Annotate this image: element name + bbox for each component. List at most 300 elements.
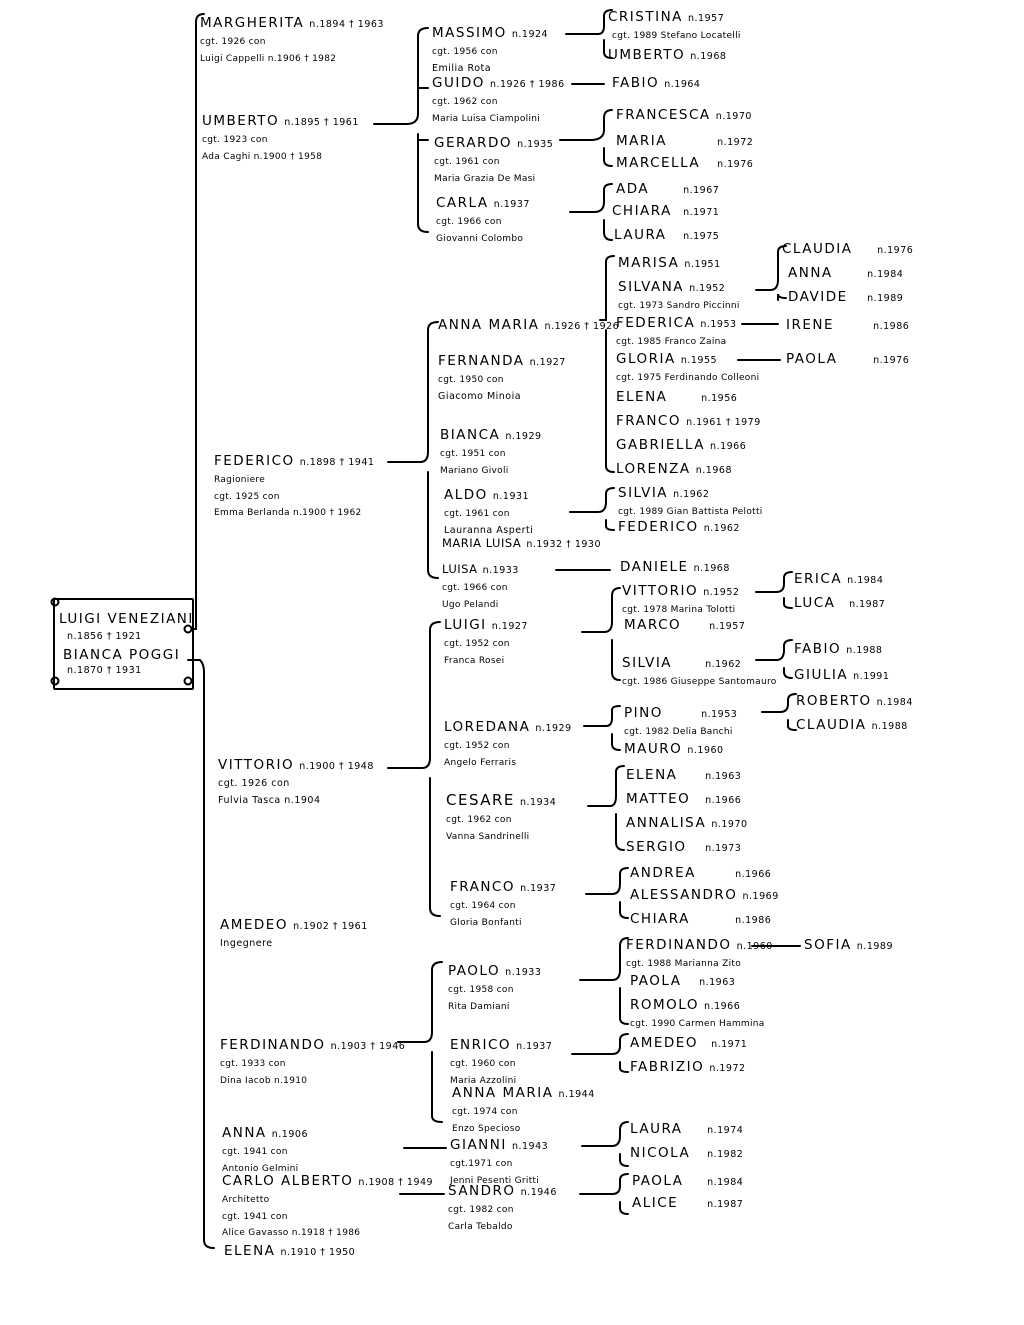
person-name: ELENA <box>224 1243 276 1259</box>
person-fernanda <box>438 352 566 402</box>
person-dates: n.1944 <box>558 1089 595 1100</box>
person-dates: n.1906 <box>271 1129 308 1140</box>
person-dates: n.1955 <box>680 355 718 366</box>
person-name: FRANCO <box>450 879 515 895</box>
person-name: ANNALISA <box>626 815 707 831</box>
person-name: ANDREA <box>630 865 696 881</box>
person-dates: n.1966 <box>710 441 747 452</box>
person-dates: n.1900 † 1948 <box>299 761 374 772</box>
person-name: MARCO <box>624 617 682 633</box>
person-cristina <box>608 8 741 42</box>
person-name: SILVIA <box>622 655 673 671</box>
person-dates: n.1966 <box>704 1001 741 1012</box>
person-spouse: Emilia Rota <box>432 62 492 74</box>
person-name: UMBERTO <box>202 113 280 129</box>
person-note: cgt. 1941 con <box>222 1146 288 1157</box>
person-dates: n.1987 <box>849 599 886 610</box>
person-dates: n.1957 <box>688 13 725 24</box>
person-margherita <box>200 14 384 64</box>
person-name: ADA <box>616 181 650 197</box>
person-pino <box>624 704 737 738</box>
person-note: cgt. 1933 con <box>220 1058 286 1069</box>
person-name: DANIELE <box>620 559 689 575</box>
person-maria-luisa <box>442 534 601 551</box>
person-name: NICOLA <box>630 1145 691 1161</box>
person-dates: n.1972 <box>717 137 754 148</box>
person-name: LOREDANA <box>444 719 531 735</box>
person-dates: n.1931 <box>492 491 530 502</box>
person-dates: n.1933 <box>505 967 542 978</box>
person-spouse: cgt. 1973 Sandro Piccinni <box>618 300 740 311</box>
person-spouse: Giovanni Colombo <box>436 233 524 244</box>
person-name: FEDERICO <box>618 519 699 535</box>
person-spouse: Vanna Sandrinelli <box>446 831 530 842</box>
person-anna-maria-1 <box>438 316 619 333</box>
person-claudia-2 <box>796 716 908 733</box>
person-note: cgt. 1961 con <box>444 508 510 519</box>
person-dates: n.1984 <box>707 1177 744 1188</box>
person-name: PAOLA <box>630 973 682 989</box>
person-dates: n.1957 <box>709 621 746 632</box>
person-spouse: Antonio Gelmini <box>222 1163 299 1174</box>
person-amedeo <box>220 916 368 950</box>
person-dates: n.1932 † 1930 <box>526 539 601 550</box>
person-vittorio <box>218 756 374 806</box>
person-note: cgt. 1966 con <box>442 582 508 593</box>
person-dates: n.1968 <box>690 51 727 62</box>
person-amedeo-3 <box>630 1034 747 1051</box>
person-umberto-3 <box>608 46 726 63</box>
person-anna-maria-2 <box>452 1084 595 1134</box>
person-note: cgt. 1958 con <box>448 984 514 995</box>
person-name: ANNA <box>788 265 833 281</box>
person-gianni <box>450 1136 548 1186</box>
person-federico-3 <box>618 518 740 535</box>
person-name: ERICA <box>794 571 843 587</box>
person-note: cgt. 1982 con <box>448 1204 514 1215</box>
person-alessandro <box>630 886 779 903</box>
person-name: FEDERICO <box>214 453 295 469</box>
person-name: SILVIA <box>618 485 669 501</box>
person-name: AMEDEO <box>220 917 288 933</box>
person-davide <box>788 288 903 305</box>
person-enrico <box>450 1036 552 1086</box>
person-name: FRANCESCA <box>616 107 711 123</box>
person-dates: n.1895 † 1961 <box>284 117 359 128</box>
person-dates: n.1975 <box>683 231 720 242</box>
person-name: SANDRO <box>448 1183 516 1199</box>
root-name-luigi: LUIGI VENEZIANI <box>59 611 194 627</box>
person-note: cgt. 1966 con <box>436 216 502 227</box>
root-dates-luigi: n.1856 † 1921 <box>67 631 142 642</box>
person-name: SOFIA <box>804 937 852 953</box>
person-aldo <box>444 486 533 536</box>
person-dates: n.1986 <box>735 915 772 926</box>
person-silvana <box>618 278 740 312</box>
person-loredana <box>444 718 572 768</box>
person-name: ROMOLO <box>630 997 699 1013</box>
person-name: MAURO <box>624 741 683 757</box>
person-name: LUISA <box>442 562 478 576</box>
person-maria <box>616 132 753 149</box>
person-name: CLAUDIA <box>796 717 867 733</box>
person-name: LUIGI <box>444 617 487 633</box>
person-dates: n.1988 <box>846 645 883 656</box>
person-spouse: cgt. 1990 Carmen Hammina <box>630 1018 765 1029</box>
person-dates: n.1970 <box>715 111 752 122</box>
person-dates: n.1924 <box>511 29 549 40</box>
person-dates: n.1908 † 1949 <box>358 1177 434 1188</box>
person-name: ALDO <box>444 487 488 503</box>
person-dates: n.1971 <box>711 1039 748 1050</box>
person-name: MATTEO <box>626 791 691 807</box>
person-spouse: cgt. 1989 Stefano Locatelli <box>612 30 741 41</box>
person-name: MARIA LUISA <box>442 536 522 550</box>
person-dates: n.1953 <box>700 319 737 330</box>
person-note: cgt. 1961 con <box>434 156 500 167</box>
person-name: IRENE <box>786 317 835 333</box>
person-dates: n.1937 <box>520 883 557 894</box>
person-note: cgt. 1956 con <box>432 46 498 57</box>
person-spouse: Giacomo Minoia <box>438 390 522 402</box>
person-name: CHIARA <box>630 911 690 927</box>
person-name: GERARDO <box>434 135 512 151</box>
person-dates: n.1960 <box>736 941 773 952</box>
person-spouse: Emma Berlanda n.1900 † 1962 <box>214 508 362 519</box>
person-name: PAOLO <box>448 963 501 979</box>
person-dates: n.1963 <box>699 977 736 988</box>
person-fabrizio <box>630 1058 746 1075</box>
person-spouse: cgt. 1978 Marina Tolotti <box>622 604 736 615</box>
person-dates: n.1972 <box>709 1063 746 1074</box>
person-name: VITTORIO <box>218 757 295 773</box>
person-dates: n.1962 <box>703 523 740 534</box>
person-federica <box>616 314 737 348</box>
person-romolo <box>630 996 765 1030</box>
person-name: DAVIDE <box>788 289 848 305</box>
person-note: cgt. 1951 con <box>440 448 506 459</box>
person-dates: n.1970 <box>711 819 748 830</box>
person-dates: n.1976 <box>873 355 910 366</box>
person-note: cgt. 1962 con <box>446 814 512 825</box>
person-daniele <box>620 558 730 575</box>
person-name: GLORIA <box>616 351 676 367</box>
person-name: ENRICO <box>450 1037 512 1053</box>
person-note: Ragioniere <box>214 474 266 485</box>
person-note: cgt. 1923 con <box>202 134 268 145</box>
person-dates: n.1984 <box>867 269 904 280</box>
person-dates: n.1929 <box>505 431 542 442</box>
person-note: cgt. 1941 con <box>222 1211 288 1222</box>
person-lorenza <box>616 460 732 477</box>
person-note: cgt. 1952 con <box>444 638 510 649</box>
person-name: LORENZA <box>616 461 691 477</box>
person-note: cgt. 1960 con <box>450 1058 516 1069</box>
person-name: MASSIMO <box>432 25 507 41</box>
person-spouse: Franca Rosei <box>444 655 505 666</box>
person-spouse: Rita Damiani <box>448 1001 510 1012</box>
person-dates: n.1960 <box>687 745 724 756</box>
person-dates: n.1894 † 1963 <box>309 19 384 30</box>
person-name: CHIARA <box>612 203 672 219</box>
person-ferdinando-3 <box>626 936 773 970</box>
person-name: ANNA MARIA <box>438 317 540 333</box>
person-name: LAURA <box>614 227 667 243</box>
person-name: FERNANDA <box>438 353 525 369</box>
person-irene <box>786 316 909 333</box>
person-note: Ingegnere <box>220 937 273 949</box>
person-dates: n.1910 † 1950 <box>280 1247 356 1258</box>
person-dates: n.1946 <box>520 1187 557 1198</box>
person-name: AMEDEO <box>630 1035 698 1051</box>
person-fabio <box>612 74 700 91</box>
person-marco <box>624 616 745 633</box>
person-spouse: Fulvia Tasca n.1904 <box>218 794 321 806</box>
person-elena <box>224 1242 355 1259</box>
person-dates: n.1902 † 1961 <box>293 921 368 932</box>
person-spouse: Ada Caghi n.1900 † 1958 <box>202 151 323 162</box>
person-dates: n.1951 <box>684 259 721 270</box>
person-spouse: Carla Tebaldo <box>448 1221 513 1232</box>
person-dates: n.1962 <box>673 489 710 500</box>
person-name: FERDINANDO <box>626 937 732 953</box>
person-mauro <box>624 740 724 757</box>
person-spouse: Gloria Bonfanti <box>450 917 522 928</box>
person-franco-3 <box>616 412 761 429</box>
person-name: PINO <box>624 705 663 721</box>
person-sergio <box>626 838 741 855</box>
person-elena-3 <box>616 388 737 405</box>
person-sandro <box>448 1182 557 1232</box>
person-name: GABRIELLA <box>616 437 705 453</box>
person-dates: n.1952 <box>703 587 740 598</box>
person-dates: n.1966 <box>735 869 772 880</box>
root-couple-box <box>53 598 194 690</box>
person-spouse: Maria Grazia De Masi <box>434 173 536 184</box>
person-name: MARGHERITA <box>200 15 305 31</box>
person-chiara-2 <box>630 910 771 927</box>
person-dates: n.1926 † 1986 <box>489 79 565 90</box>
person-chiara-1 <box>612 202 719 219</box>
person-note: cgt. 1950 con <box>438 374 504 385</box>
person-marisa <box>618 254 721 271</box>
person-dates: n.1973 <box>705 843 742 854</box>
person-spouse: Luigi Cappelli n.1906 † 1982 <box>200 53 337 64</box>
person-federico <box>214 452 374 519</box>
person-dates: n.1976 <box>877 245 914 256</box>
person-paolo <box>448 962 541 1012</box>
person-note: cgt. 1952 con <box>444 740 510 751</box>
person-luisa <box>442 560 519 610</box>
person-name: MARIA <box>616 133 667 149</box>
person-dates: n.1961 † 1979 <box>686 417 761 428</box>
person-note: cgt.1971 con <box>450 1158 513 1169</box>
person-name: ROBERTO <box>796 693 872 709</box>
person-note: cgt. 1926 con <box>218 777 290 789</box>
person-name: MARISA <box>618 255 680 271</box>
person-name: ELENA <box>626 767 678 783</box>
person-spouse: cgt. 1985 Franco Zaina <box>616 336 727 347</box>
person-dates: n.1971 <box>683 207 720 218</box>
person-dates: n.1968 <box>693 563 730 574</box>
person-dates: n.1953 <box>701 709 738 720</box>
person-gloria <box>616 350 759 384</box>
person-dates: n.1963 <box>705 771 742 782</box>
person-note: cgt. 1962 con <box>432 96 498 107</box>
person-matteo <box>626 790 741 807</box>
person-dates: n.1927 <box>491 621 528 632</box>
person-name: FEDERICA <box>616 315 696 331</box>
person-dates: n.1927 <box>529 357 566 368</box>
person-name: ALICE <box>632 1195 679 1211</box>
person-spouse: Maria Azzolini <box>450 1075 517 1086</box>
person-dates: n.1976 <box>717 159 754 170</box>
person-name: MARCELLA <box>616 155 701 171</box>
person-name: GIANNI <box>450 1137 507 1153</box>
person-spouse: cgt. 1988 Marianna Zito <box>626 958 742 969</box>
person-andrea <box>630 864 771 881</box>
person-dates: n.1929 <box>535 723 572 734</box>
person-spouse: Jenni Pesenti Gritti <box>450 1175 540 1186</box>
person-claudia-1 <box>782 240 913 257</box>
person-guido <box>432 74 565 124</box>
person-vittorio-3 <box>622 582 739 616</box>
person-dates: n.1964 <box>664 79 701 90</box>
person-elena-4 <box>626 766 741 783</box>
person-dates: n.1903 † 1946 <box>330 1041 406 1052</box>
person-dates: n.1952 <box>689 283 726 294</box>
person-name: ANNA MARIA <box>452 1085 554 1101</box>
person-name: SILVANA <box>618 279 685 295</box>
person-spouse: Dina Iacob n.1910 <box>220 1075 308 1086</box>
person-spouse: Ugo Pelandi <box>442 599 499 610</box>
person-name: FERDINANDO <box>220 1037 326 1053</box>
person-nicola <box>630 1144 743 1161</box>
person-spouse: Maria Luisa Ciampolini <box>432 113 541 124</box>
person-dates: n.1966 <box>705 795 742 806</box>
person-name: CLAUDIA <box>782 241 853 257</box>
person-anna-4 <box>788 264 903 281</box>
person-dates: n.1926 † 1926 <box>544 321 620 332</box>
person-dates: n.1943 <box>511 1141 549 1152</box>
person-silvia-1 <box>618 484 763 518</box>
person-marcella <box>616 154 753 171</box>
person-laura-2 <box>630 1120 743 1137</box>
person-dates: n.1934 <box>520 797 557 808</box>
person-spouse: cgt. 1982 Delia Banchi <box>624 726 733 737</box>
person-dates: n.1988 <box>871 721 908 732</box>
person-silvia-2 <box>622 654 777 688</box>
person-gabriella <box>616 436 746 453</box>
person-paola-2 <box>632 1172 743 1189</box>
person-spouse: Alice Gavasso n.1918 † 1986 <box>222 1228 361 1239</box>
person-name: CARLA <box>436 195 489 211</box>
person-dates: n.1962 <box>705 659 742 670</box>
person-dates: n.1987 <box>707 1199 744 1210</box>
root-name-bianca: BIANCA POGGI <box>63 647 181 663</box>
person-carlo-alberto <box>222 1172 433 1239</box>
root-dates-bianca: n.1870 † 1931 <box>67 665 142 676</box>
person-dates: n.1967 <box>683 185 720 196</box>
person-note: cgt. 1925 con <box>214 491 280 502</box>
person-spouse: Enzo Specioso <box>452 1123 521 1134</box>
person-note: cgt. 1964 con <box>450 900 516 911</box>
person-roberto <box>796 692 913 709</box>
person-name: LUCA <box>794 595 836 611</box>
person-spouse: Angelo Ferraris <box>444 757 517 768</box>
person-name: BIANCA <box>440 427 501 443</box>
person-anna <box>222 1124 308 1174</box>
person-spouse: cgt. 1986 Giuseppe Santomauro <box>622 676 777 687</box>
person-name: ANNA <box>222 1125 267 1141</box>
person-paola-1 <box>630 972 735 989</box>
person-umberto <box>202 112 359 162</box>
person-name: LAURA <box>630 1121 683 1137</box>
person-cesare <box>446 792 556 842</box>
person-dates: n.1935 <box>517 139 554 150</box>
person-dates: n.1937 <box>516 1041 553 1052</box>
person-name: PAOLA <box>632 1173 684 1189</box>
person-note: cgt. 1926 con <box>200 36 266 47</box>
person-dates: n.1982 <box>707 1149 744 1160</box>
person-dates: n.1991 <box>853 671 890 682</box>
person-laura-1 <box>614 226 719 243</box>
person-massimo <box>432 24 548 74</box>
person-giulia <box>794 666 889 683</box>
person-name: UMBERTO <box>608 47 686 63</box>
person-dates: n.1956 <box>701 393 738 404</box>
person-dates: n.1984 <box>847 575 884 586</box>
person-sofia <box>804 936 893 953</box>
person-spouse: Mariano Givoli <box>440 465 509 476</box>
person-gerardo <box>434 134 553 184</box>
person-name: GIULIA <box>794 667 849 683</box>
person-alice <box>632 1194 743 1211</box>
person-spouse: Lauranna Asperti <box>444 524 534 536</box>
person-dates: n.1933 <box>482 565 519 576</box>
person-dates: n.1898 † 1941 <box>299 457 375 468</box>
person-dates: n.1937 <box>493 199 530 210</box>
person-bianca <box>440 426 542 476</box>
person-name: FABIO <box>794 641 842 657</box>
person-note: Architetto <box>222 1194 270 1205</box>
person-dates: n.1989 <box>856 941 893 952</box>
person-paola-4 <box>786 350 909 367</box>
person-franco <box>450 878 556 928</box>
person-dates: n.1968 <box>695 465 732 476</box>
person-name: ALESSANDRO <box>630 887 738 903</box>
person-name: CESARE <box>446 791 515 809</box>
person-ferdinando <box>220 1036 405 1086</box>
person-name: FABRIZIO <box>630 1059 705 1075</box>
person-dates: n.1989 <box>867 293 904 304</box>
person-fabio-4 <box>794 640 882 657</box>
person-dates: n.1986 <box>873 321 910 332</box>
person-name: FRANCO <box>616 413 681 429</box>
person-spouse: cgt. 1975 Ferdinando Colleoni <box>616 372 760 383</box>
person-annalisa <box>626 814 748 831</box>
person-ada <box>616 180 719 197</box>
person-francesca <box>616 106 752 123</box>
person-note: cgt. 1974 con <box>452 1106 518 1117</box>
person-name: CARLO ALBERTO <box>222 1173 354 1189</box>
person-erica <box>794 570 883 587</box>
person-name: VITTORIO <box>622 583 699 599</box>
person-name: FABIO <box>612 75 660 91</box>
person-carla <box>436 194 530 244</box>
person-dates: n.1969 <box>742 891 779 902</box>
person-name: PAOLA <box>786 351 838 367</box>
